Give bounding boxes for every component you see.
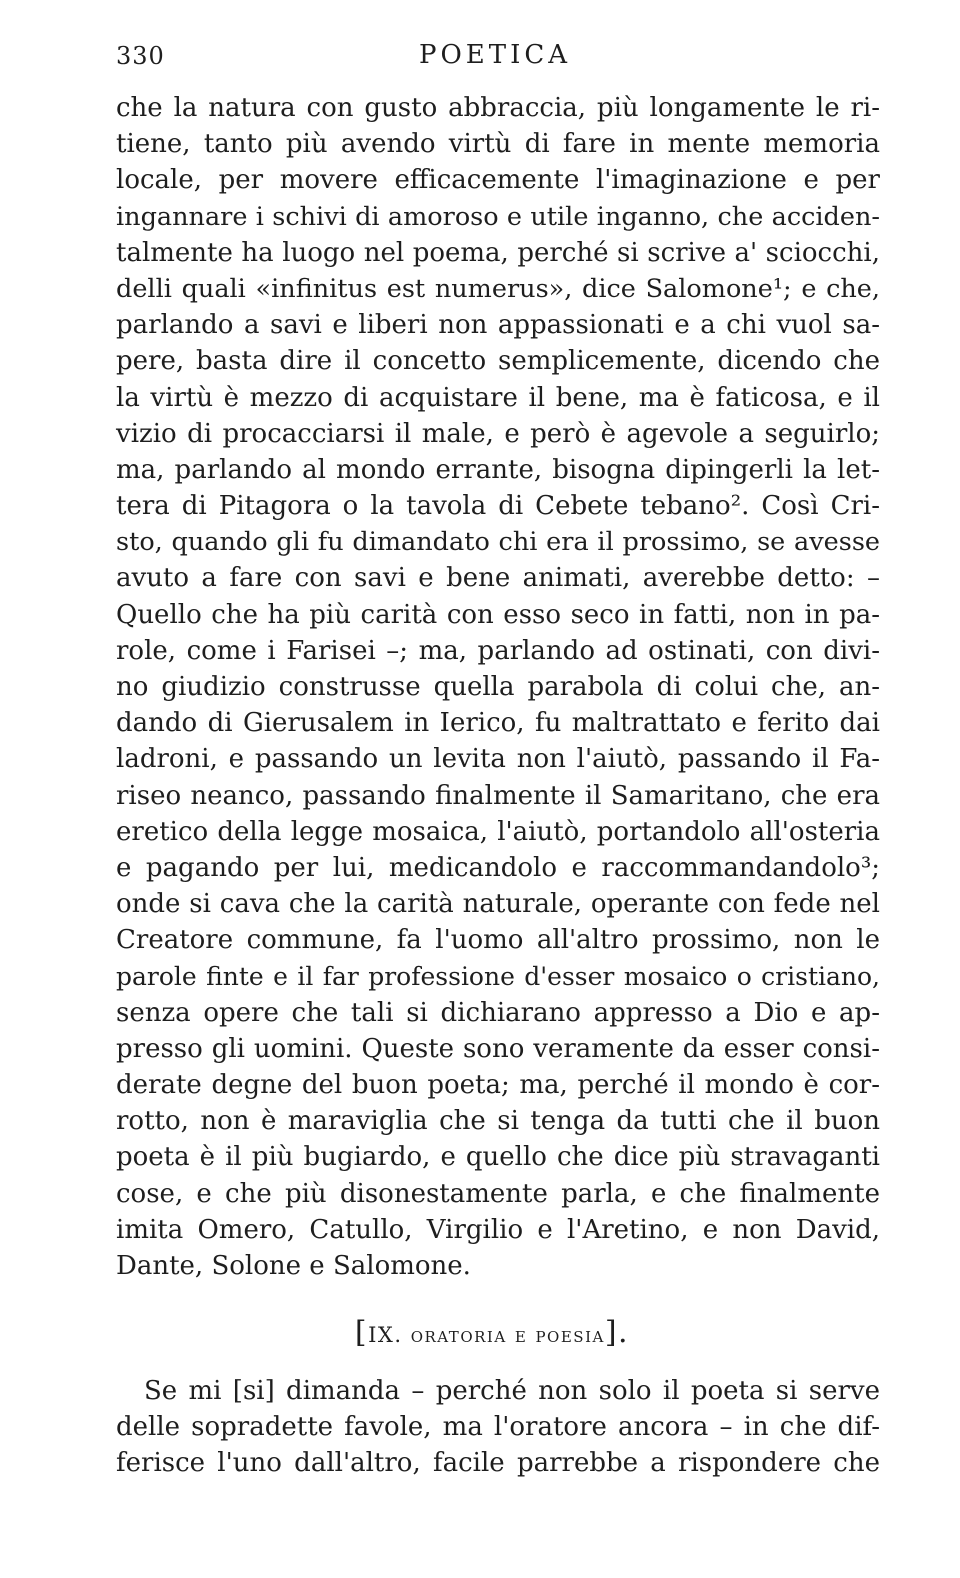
text-line: rotto, non è maraviglia che si tenga da tutti che il buon xyxy=(116,1106,880,1137)
text-line: e pagando per lui, medicandolo e raccommandandolo³; xyxy=(116,852,880,883)
text-line: Se mi [si] dimanda – perché non solo il poeta si serve xyxy=(144,1376,880,1406)
text-line: ma, parlando al mondo errante, bisogna dipingerli la let- xyxy=(116,454,880,485)
text-line: talmente ha luogo nel poema, perché si scrive a' sciocchi, xyxy=(116,237,880,268)
text-line: parole finte e il far professione d'esser mosaico o cristiano, xyxy=(116,961,880,991)
section-bracket-close: ]. xyxy=(604,1315,630,1350)
text-line: ladroni, e passando un levita non l'aiutò, passando il Fa- xyxy=(116,744,880,775)
text-line: Dante, Solone e Salomone. xyxy=(116,1251,471,1281)
text-line: che la natura con gusto abbraccia, più longamente le ri- xyxy=(116,93,880,123)
running-title: POETICA xyxy=(418,40,572,70)
text-line: poeta è il più bugiardo, e quello che dice più stravaganti xyxy=(116,1142,880,1173)
text-line: Creatore commune, fa l'uomo all'altro prossimo, non le xyxy=(116,925,880,956)
text-line: la virtù è mezzo di acquistare il bene, ma è faticosa, e il xyxy=(116,382,880,413)
section-title: IX. oratoria e poesia xyxy=(368,1323,605,1347)
text-line: imita Omero, Catullo, Virgilio e l'Aretino, e non David, xyxy=(116,1214,880,1245)
text-line: cose, e che più disonestamente parla, e che finalmente xyxy=(116,1178,880,1209)
text-line: ferisce l'uno dall'altro, facile parrebbe a rispondere che xyxy=(116,1448,880,1479)
text-line: pere, basta dire il concetto semplicemente, dicendo che xyxy=(116,346,880,377)
text-line: dando di Gierusalem in Ierico, fu maltrattato e ferito dai xyxy=(116,708,880,739)
text-line: derate degne del buon poeta; ma, perché il mondo è cor- xyxy=(116,1070,880,1101)
text-line: presso gli uomini. Queste sono veramente da esser consi- xyxy=(116,1033,880,1064)
text-line: no giudizio construsse quella parabola di colui che, an- xyxy=(116,672,880,702)
section-bracket-open: [ xyxy=(354,1315,369,1350)
section-heading xyxy=(0,1315,960,1350)
text-line: sto, quando gli fu dimandato chi era il prossimo, se avesse xyxy=(116,527,880,558)
text-line: locale, per movere efficacemente l'imaginazione e per xyxy=(116,165,880,196)
text-line: avuto a fare con savi e bene animati, averebbe detto: – xyxy=(116,563,880,594)
text-line: tera di Pitagora o la tavola di Cebete tebano². Così Cri- xyxy=(116,491,880,522)
text-line: Quello che ha più carità con esso seco in fatti, non in pa- xyxy=(116,599,880,630)
text-line: delle sopradette favole, ma l'oratore ancora – in che dif- xyxy=(116,1412,880,1443)
text-line: onde si cava che la carità naturale, operante con fede nel xyxy=(116,889,880,920)
section-text xyxy=(116,1373,880,1482)
text-line: senza opere che tali si dichiarano appresso a Dio e ap- xyxy=(116,997,880,1028)
text-line: role, come i Farisei –; ma, parlando ad ostinati, con divi- xyxy=(116,635,880,666)
text-line: riseo neanco, passando finalmente il Samaritano, che era xyxy=(116,780,880,811)
page-number: 330 xyxy=(116,42,165,70)
text-line: ingannare i schivi di amoroso e utile inganno, che acciden- xyxy=(116,201,880,232)
text-line: eretico della legge mosaica, l'aiutò, portandolo all'osteria xyxy=(116,816,880,847)
text-line: tiene, tanto più avendo virtù di fare in mente memoria xyxy=(116,129,880,160)
text-line: vizio di procacciarsi il male, e però è agevole a seguirlo; xyxy=(116,418,880,449)
text-line: delli quali «infinitus est numerus», dice Salomone¹; e che, xyxy=(116,273,880,304)
text-line: parlando a savi e liberi non appassionati e a chi vuol sa- xyxy=(116,310,880,341)
body-text xyxy=(116,90,880,1284)
